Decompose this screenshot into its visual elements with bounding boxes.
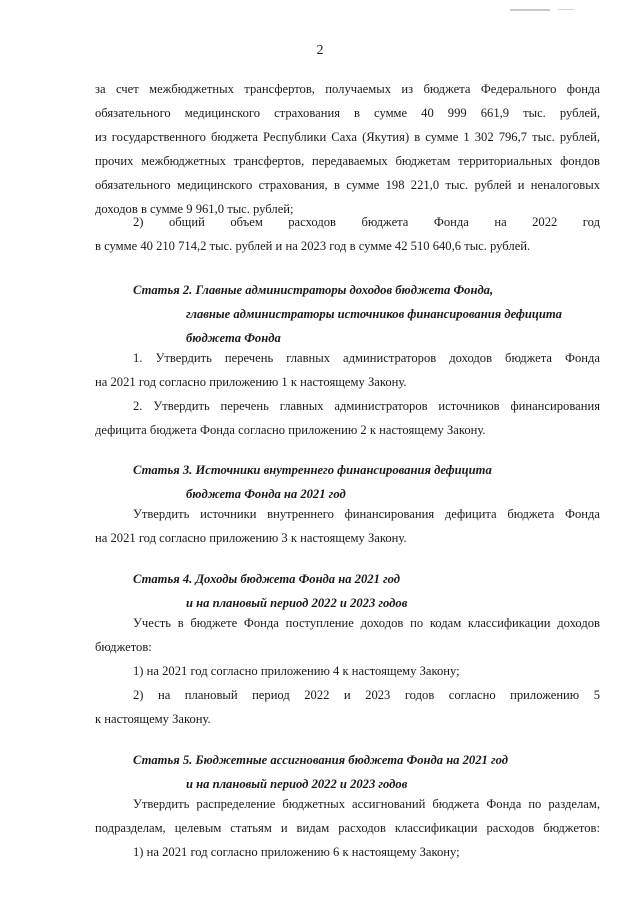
article-heading: Статья 5. Бюджетные ассигнования бюджета Фонда на 2021 год xyxy=(133,753,508,767)
article-heading: Статья 3. Источники внутреннего финансирования дефицита xyxy=(133,463,492,477)
article-heading: главные администраторы источников финансирования дефицита xyxy=(186,307,562,321)
text-line: на 2021 год согласно приложению 3 к настоящему Закону. xyxy=(95,531,407,545)
text-line: дефицита бюджета Фонда согласно приложению 2 к настоящему Закону. xyxy=(95,423,486,437)
text-line: 1) на 2021 год согласно приложению 4 к настоящему Закону; xyxy=(133,664,460,678)
text-line: к настоящему Закону. xyxy=(95,712,211,726)
text-line: бюджетов: xyxy=(95,640,152,654)
text-line: 2) на плановый период 2022 и 2023 годов согласно приложению 5 xyxy=(133,688,600,702)
text-line: подразделам, целевым статьям и видам расходов классификации расходов бюджетов: xyxy=(95,821,600,835)
text-line: Утвердить источники внутреннего финансирования дефицита бюджета Фонда xyxy=(133,507,600,521)
text-line: 1. Утвердить перечень главных администраторов доходов бюджета Фонда xyxy=(133,351,600,365)
text-line: 2) общий объем расходов бюджета Фонда на 2022 год xyxy=(133,215,600,229)
text-line: на 2021 год согласно приложению 1 к настоящему Закону. xyxy=(95,375,407,389)
article-heading: бюджета Фонда на 2021 год xyxy=(186,487,346,501)
text-line: в сумме 40 210 714,2 тыс. рублей и на 2023 год в сумме 42 510 640,6 тыс. рублей. xyxy=(95,239,531,253)
article-heading: Статья 4. Доходы бюджета Фонда на 2021 год xyxy=(133,572,401,586)
article-heading: Статья 2. Главные администраторы доходов бюджета Фонда, xyxy=(133,283,494,297)
text-line: за счет межбюджетных трансфертов, получаемых из бюджета Федерального фонда xyxy=(95,82,600,96)
scan-mark xyxy=(510,9,550,11)
article-heading: и на плановый период 2022 и 2023 годов xyxy=(186,777,408,791)
text-line: из государственного бюджета Республики Саха (Якутия) в сумме 1 302 796,7 тыс. рублей, xyxy=(95,130,600,144)
text-line: обязательного медицинского страхования в сумме 40 999 661,9 тыс. рублей, xyxy=(95,106,600,120)
text-line: Учесть в бюджете Фонда поступление доходов по кодам классификации доходов xyxy=(133,616,600,630)
article-heading: бюджета Фонда xyxy=(186,331,281,345)
text-line: 1) на 2021 год согласно приложению 6 к настоящему Закону; xyxy=(133,845,460,859)
text-line: обязательного медицинского страхования, в сумме 198 221,0 тыс. рублей и неналоговых xyxy=(95,178,600,192)
page-number: 2 xyxy=(316,43,324,58)
text-line: доходов в сумме 9 961,0 тыс. рублей; xyxy=(95,202,294,216)
scan-mark xyxy=(558,9,574,10)
article-heading: и на плановый период 2022 и 2023 годов xyxy=(186,596,408,610)
text-line: прочих межбюджетных трансфертов, передаваемых бюджетам территориальных фондов xyxy=(95,154,600,168)
text-line: Утвердить распределение бюджетных ассигнований бюджета Фонда по разделам, xyxy=(133,797,600,811)
text-line: 2. Утвердить перечень главных администраторов источников финансирования xyxy=(133,399,600,413)
